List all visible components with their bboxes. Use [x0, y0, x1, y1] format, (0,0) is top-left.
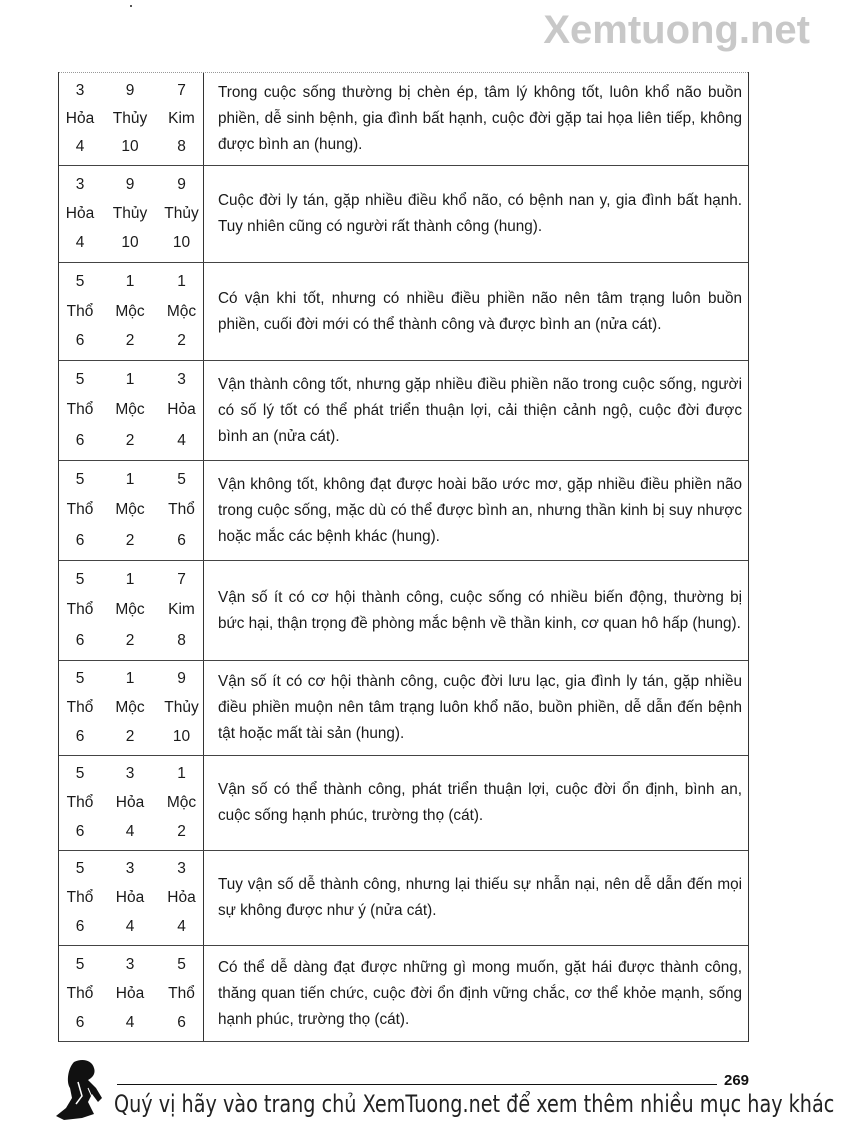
number-value: 1 — [125, 371, 135, 389]
number-value: 8 — [177, 631, 186, 649]
number-line-bot — [59, 326, 203, 356]
number-value: 9 — [177, 670, 186, 688]
number-value: 9 — [125, 82, 135, 99]
number-line-mid — [59, 297, 203, 327]
number-value: 4 — [75, 234, 85, 252]
number-value: 8 — [177, 138, 186, 155]
number-value: 3 — [75, 82, 85, 99]
number-cell — [59, 73, 204, 165]
number-line-mid — [59, 395, 203, 425]
table-row — [59, 560, 748, 660]
number-value: 1 — [125, 471, 135, 489]
number-value: 7 — [177, 571, 186, 589]
number-value: 6 — [177, 531, 186, 549]
number-value: 5 — [75, 571, 85, 589]
table-row — [59, 72, 748, 165]
description-text: Vận số có thể thành công, phát triển thuận lợi, cuộc đời ổn định, bình an, cuộc sống hạnh phúc, trường thọ (cát). — [218, 781, 742, 824]
number-value: 1 — [125, 670, 135, 688]
number-value: 1 — [125, 272, 135, 290]
description-cell — [204, 166, 748, 262]
footer-link-text[interactable]: Quý vị hãy vào trang chủ XemTuong.net để xem thêm nhiều mục hay khác — [114, 1090, 835, 1118]
number-value: 5 — [75, 955, 85, 973]
element-label: Thủy — [112, 204, 148, 222]
element-label: Hỏa — [167, 889, 196, 906]
number-value: 3 — [75, 175, 85, 193]
footer-rule — [117, 1084, 717, 1085]
numerology-table — [58, 72, 749, 1042]
page-footer — [52, 1058, 835, 1123]
number-cell — [59, 263, 204, 360]
element-label: Mộc — [166, 794, 197, 811]
number-value: 5 — [177, 955, 186, 973]
element-label: Thổ — [66, 501, 94, 519]
number-line-bot — [59, 133, 203, 161]
table-row — [59, 262, 748, 360]
number-value: 9 — [177, 175, 186, 193]
number-value: 5 — [75, 371, 85, 389]
number-value: 10 — [121, 234, 139, 252]
element-label: Thổ — [66, 984, 94, 1002]
element-label: Hỏa — [167, 401, 196, 419]
number-line-bot — [59, 817, 203, 846]
number-value: 2 — [125, 332, 135, 350]
number-value: 1 — [125, 571, 135, 589]
page-number: 269 — [724, 1072, 750, 1089]
number-line-mid — [59, 595, 203, 625]
description-cell — [204, 661, 748, 755]
element-label: Mộc — [115, 601, 145, 619]
number-value: 10 — [172, 727, 191, 745]
element-label: Thổ — [66, 699, 94, 716]
number-line-bot — [59, 426, 203, 456]
number-cell — [59, 561, 204, 660]
number-line-bot — [59, 722, 203, 751]
element-label: Hỏa — [115, 794, 145, 811]
number-value: 5 — [75, 860, 85, 878]
description-cell — [204, 851, 748, 945]
description-text: Vận số ít có cơ hội thành công, cuộc sống có nhiều biến động, thường bị bức hại, thận trọng đề phòng mắc bệnh về thần kinh, cơ quan hô hấp (hung). — [218, 588, 742, 632]
description-text: Vận thành công tốt, nhưng gặp nhiều điều phiền não trong cuộc sống, người có số lý tốt có thể phát triển thuận lợi, cải thiện cảnh ngộ, cuộc đời được bình an (nửa cát). — [218, 375, 742, 445]
number-value: 5 — [75, 670, 85, 688]
element-label: Thổ — [168, 984, 195, 1002]
reading-figure-icon — [52, 1058, 112, 1120]
number-value: 6 — [75, 332, 85, 350]
table-row — [59, 165, 748, 262]
number-value: 1 — [177, 272, 186, 290]
number-value: 4 — [125, 917, 135, 935]
number-line-bot — [59, 626, 203, 656]
number-value: 9 — [125, 175, 135, 193]
element-label: Hỏa — [65, 204, 95, 222]
number-value: 2 — [125, 431, 135, 449]
number-value: 4 — [177, 431, 186, 449]
number-value: 3 — [177, 860, 186, 878]
number-cell — [59, 946, 204, 1041]
number-value: 2 — [125, 531, 135, 549]
number-value: 5 — [75, 272, 85, 290]
description-text: Vận số ít có cơ hội thành công, cuộc đời lưu lạc, gia đình ly tán, gặp nhiều điều phiền muộn nên tâm trạng luôn khổ não, buồn phiền, dễ dẫn đến bệnh tật hoặc mất tài sản (hung). — [218, 673, 742, 742]
watermark: Xemtuong.net — [543, 8, 810, 52]
number-line-mid — [59, 979, 203, 1008]
element-label: Kim — [168, 601, 195, 619]
description-text: Có vận khi tốt, nhưng có nhiều điều phiền não nên tâm trạng luôn buồn phiền, cuối đời mới có thể thành công và được bình an (nửa cát). — [218, 289, 742, 333]
description-text: Tuy vận số dễ thành công, nhưng lại thiếu sự nhẫn nại, nên dễ dẫn đến mọi sự không được như ý (nửa cát). — [218, 876, 742, 919]
number-line-top — [59, 465, 203, 495]
table-row — [59, 755, 748, 850]
element-label: Mộc — [115, 302, 145, 320]
description-cell — [204, 756, 748, 850]
number-cell — [59, 461, 204, 560]
number-cell — [59, 756, 204, 850]
number-value: 2 — [177, 822, 186, 840]
number-cell — [59, 361, 204, 460]
element-label: Thổ — [66, 601, 94, 619]
element-label: Mộc — [115, 401, 145, 419]
element-label: Hỏa — [115, 889, 145, 906]
description-text: Trong cuộc sống thường bị chèn ép, tâm lý không tốt, luôn khổ não buồn phiền, dễ sinh bệnh, gia đình bất hạnh, cuộc đời gặp tai họa liên tiếp, không được bình an (hung). — [218, 84, 742, 153]
number-line-mid — [59, 884, 203, 913]
number-line-mid — [59, 105, 203, 133]
number-line-top — [59, 170, 203, 199]
number-line-top — [59, 77, 203, 105]
number-cell — [59, 166, 204, 262]
number-value: 6 — [75, 1013, 85, 1031]
number-line-bot — [59, 526, 203, 556]
element-label: Thổ — [66, 889, 94, 906]
number-value: 4 — [125, 822, 135, 840]
element-label: Mộc — [115, 699, 145, 716]
number-value: 10 — [172, 234, 191, 252]
number-value: 6 — [75, 431, 85, 449]
number-value: 5 — [75, 471, 85, 489]
number-value: 4 — [75, 138, 85, 155]
element-label: Thủy — [112, 110, 148, 127]
element-label: Mộc — [115, 501, 145, 519]
number-value: 2 — [125, 631, 135, 649]
number-cell — [59, 851, 204, 945]
number-line-bot — [59, 912, 203, 941]
description-text: Có thể dễ dàng đạt được những gì mong muốn, gặt hái được thành công, thăng quan tiến chức, cuộc đời ổn định vững chắc, cơ thể khỏe mạnh, sống hạnh phúc, trường thọ (cát). — [218, 958, 742, 1028]
number-value: 6 — [75, 727, 85, 745]
number-value: 3 — [125, 955, 135, 973]
table-row — [59, 945, 748, 1042]
description-text: Vận không tốt, không đạt được hoài bão ước mơ, gặp nhiều điều phiền não trong cuộc sống, mặc dù có thể được bình an, nhưng thần kinh bị suy nhược hoặc mắc các bệnh khác (hung). — [218, 475, 742, 545]
description-text: Cuộc đời ly tán, gặp nhiều điều khổ não, có bệnh nan y, gia đình bất hạnh. Tuy nhiên cũng có người rất thành công (hung). — [218, 192, 742, 235]
number-line-bot — [59, 229, 203, 258]
number-value: 3 — [177, 371, 186, 389]
element-label: Kim — [168, 110, 195, 127]
number-value: 2 — [125, 727, 135, 745]
description-cell — [204, 263, 748, 360]
number-value: 6 — [75, 631, 85, 649]
element-label: Thổ — [168, 501, 195, 519]
number-line-top — [59, 665, 203, 694]
number-value: 6 — [75, 822, 85, 840]
description-cell — [204, 361, 748, 460]
table-row — [59, 460, 748, 560]
number-line-top — [59, 565, 203, 595]
number-line-mid — [59, 789, 203, 818]
number-value: 5 — [75, 765, 85, 783]
element-label: Thổ — [66, 302, 94, 320]
description-cell — [204, 461, 748, 560]
number-line-top — [59, 760, 203, 789]
number-line-top — [59, 855, 203, 884]
element-label: Mộc — [166, 302, 197, 320]
element-label: Thổ — [66, 401, 94, 419]
number-value: 1 — [177, 765, 186, 783]
number-value: 4 — [177, 917, 186, 935]
number-line-top — [59, 950, 203, 979]
number-value: 10 — [121, 138, 139, 155]
number-line-mid — [59, 199, 203, 228]
number-value: 4 — [125, 1013, 135, 1031]
element-label: Thổ — [66, 794, 94, 811]
number-line-mid — [59, 495, 203, 525]
table-row — [59, 850, 748, 945]
element-label: Hỏa — [65, 110, 95, 127]
number-value: 3 — [125, 860, 135, 878]
number-line-mid — [59, 694, 203, 723]
number-value: 6 — [75, 531, 85, 549]
number-value: 3 — [125, 765, 135, 783]
table-row — [59, 660, 748, 755]
description-cell — [204, 73, 748, 165]
element-label: Thủy — [164, 699, 199, 716]
element-label: Hỏa — [115, 984, 145, 1002]
number-value: 5 — [177, 471, 186, 489]
description-cell — [204, 561, 748, 660]
description-cell — [204, 946, 748, 1041]
number-line-bot — [59, 1008, 203, 1037]
number-line-top — [59, 267, 203, 297]
number-value: 7 — [177, 82, 186, 99]
table-row — [59, 360, 748, 460]
number-value: 6 — [177, 1013, 186, 1031]
number-value: 6 — [75, 917, 85, 935]
number-line-top — [59, 365, 203, 395]
number-cell — [59, 661, 204, 755]
scan-speck — [130, 5, 132, 7]
number-value: 2 — [177, 332, 186, 350]
element-label: Thủy — [164, 204, 199, 222]
